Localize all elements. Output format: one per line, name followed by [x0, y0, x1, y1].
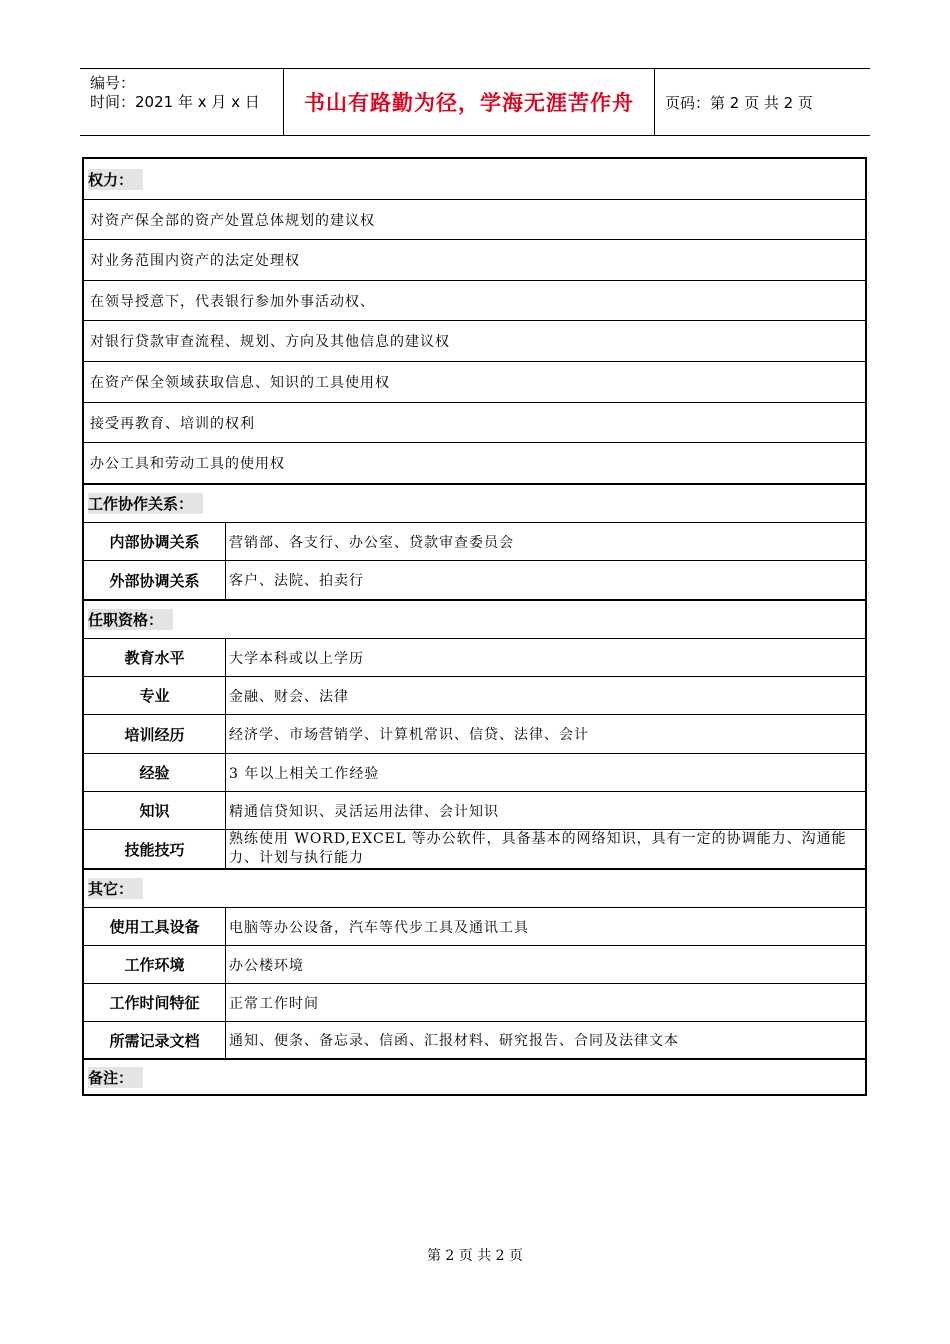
- document-number: 编号：: [90, 74, 136, 92]
- qualification-value: 熟练使用 WORD,EXCEL 等办公软件，具备基本的网络知识，具有一定的协调能力、沟通能力、计划与执行能力: [229, 831, 847, 866]
- relation-label: 外部协调关系: [84, 561, 226, 599]
- qualification-row: [84, 677, 865, 715]
- job-description-table: [82, 157, 867, 1096]
- qualification-row: [84, 639, 865, 677]
- other-value: 正常工作时间: [229, 995, 319, 1012]
- relation-row: [84, 561, 865, 601]
- section-relations-title: 工作协作关系：: [84, 485, 865, 523]
- power-item: 接受再教育、培训的权利: [84, 403, 865, 443]
- other-row: [84, 984, 865, 1022]
- qualification-value: 3 年以上相关工作经验: [229, 765, 380, 782]
- other-value: 通知、便条、备忘录、信函、汇报材料、研究报告、合同及法律文本: [229, 1033, 679, 1049]
- qualification-label: 教育水平: [84, 639, 226, 676]
- other-value: 办公楼环境: [229, 957, 304, 974]
- header-page-info: 页码：第 2 页 共 2 页: [665, 93, 813, 112]
- power-item: 在资产保全领域获取信息、知识的工具使用权: [84, 362, 865, 403]
- other-label: 工作时间特征: [84, 984, 226, 1021]
- power-item: 对银行贷款审查流程、规划、方向及其他信息的建议权: [84, 321, 865, 362]
- other-label: 工作环境: [84, 946, 226, 983]
- qualification-label: 培训经历: [84, 715, 226, 753]
- header-motto-cell: [283, 69, 655, 135]
- other-value: 电脑等办公设备，汽车等代步工具及通讯工具: [229, 919, 529, 936]
- qualification-row: [84, 792, 865, 830]
- other-row: [84, 946, 865, 984]
- qualification-value: 大学本科或以上学历: [229, 650, 364, 667]
- qualification-row: [84, 715, 865, 754]
- qualification-label: 专业: [84, 677, 226, 714]
- section-powers-title: 权力：: [84, 159, 865, 200]
- other-row: [84, 908, 865, 946]
- qualification-value: 金融、财会、法律: [229, 688, 349, 705]
- relation-label: 内部协调关系: [84, 523, 226, 560]
- power-item: 办公工具和劳动工具的使用权: [84, 443, 865, 485]
- header-meta: [80, 69, 283, 135]
- page-footer: 第 2 页 共 2 页: [426, 1248, 524, 1264]
- qualification-row: [84, 754, 865, 792]
- relation-value: 客户、法院、拍卖行: [229, 573, 364, 589]
- motto: 书山有路勤为径，学海无涯苦作舟: [304, 91, 634, 115]
- section-notes-title: 备注：: [84, 1060, 865, 1094]
- other-label: 所需记录文档: [84, 1022, 226, 1058]
- qualification-value: 精通信贷知识、灵活运用法律、会计知识: [229, 803, 499, 820]
- qualification-row: [84, 830, 865, 870]
- other-row: [84, 1022, 865, 1060]
- qualification-label: 经验: [84, 754, 226, 791]
- section-qualifications-title: 任职资格：: [84, 601, 865, 639]
- power-item: 对资产保全部的资产处置总体规划的建议权: [84, 200, 865, 240]
- document-date: 时间：2021 年 x 月 x 日: [90, 93, 260, 111]
- relation-row: [84, 523, 865, 561]
- qualification-label: 知识: [84, 792, 226, 829]
- qualification-label: 技能技巧: [84, 830, 226, 868]
- power-item: 在领导授意下，代表银行参加外事活动权、: [84, 281, 865, 321]
- section-other-title: 其它：: [84, 870, 865, 908]
- relation-value: 营销部、各支行、办公室、贷款审查委员会: [229, 534, 514, 551]
- document-header: [80, 68, 870, 136]
- qualification-value: 经济学、市场营销学、计算机常识、信贷、法律、会计: [229, 727, 589, 743]
- other-label: 使用工具设备: [84, 908, 226, 945]
- power-item: 对业务范围内资产的法定处理权: [84, 240, 865, 281]
